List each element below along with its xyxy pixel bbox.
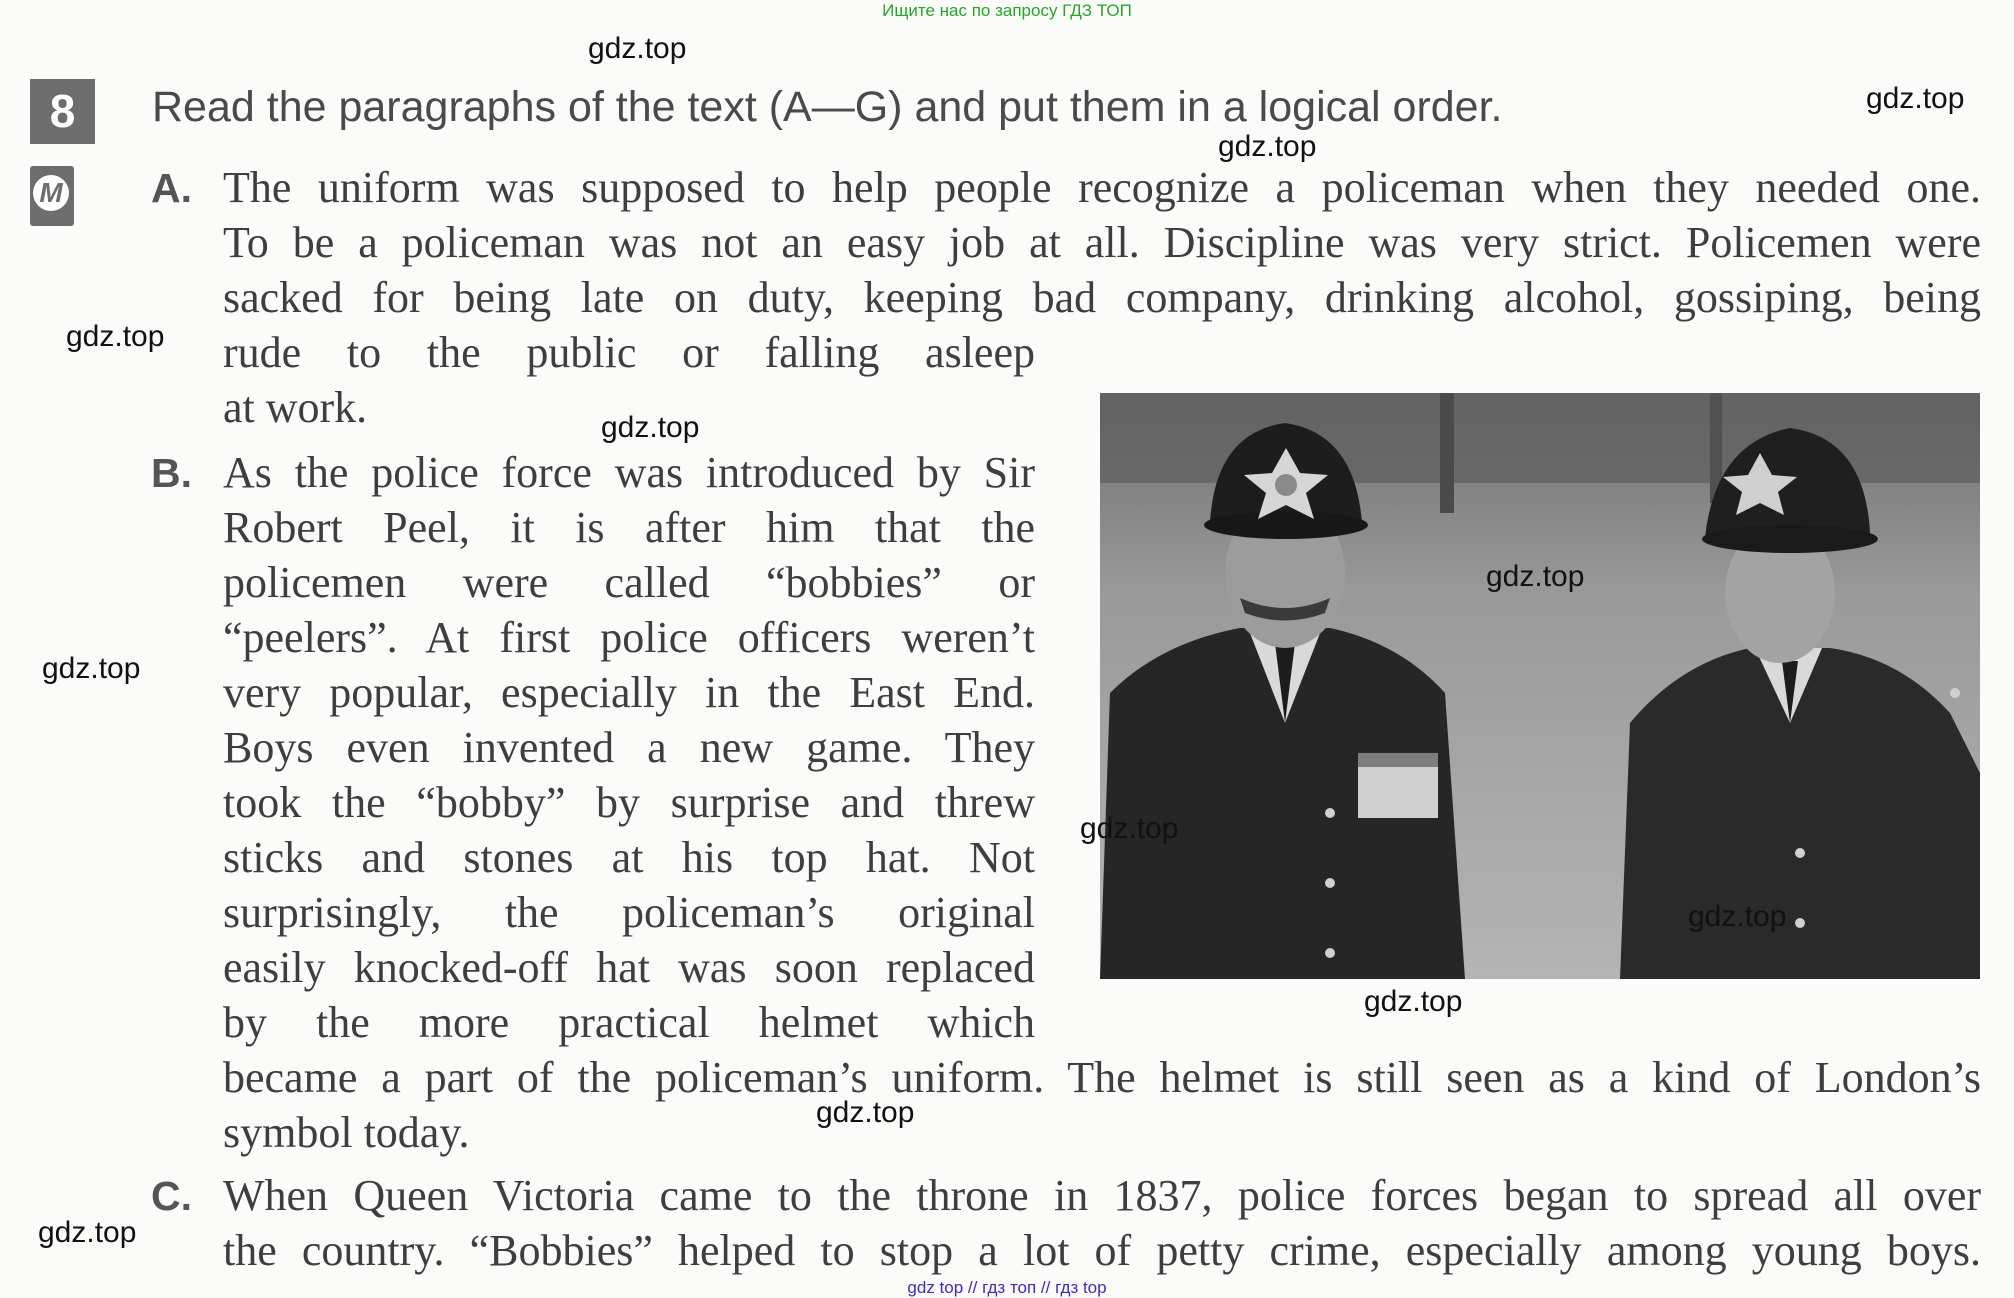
top-search-note: Ищите нас по запросу ГДЗ ТОП bbox=[882, 1, 1132, 20]
watermark: gdz.top bbox=[42, 652, 141, 685]
paragraph-a-line: sacked for being late on duty, keeping bad company, drinking alcohol, gossiping, being bbox=[223, 273, 1981, 322]
paragraph-b-line: took the “bobby” by surprise and threw bbox=[223, 778, 1035, 827]
paragraph-a-line: The uniform was supposed to help people recognize a policeman when they needed one. bbox=[223, 163, 1981, 212]
paragraph-a-line: To be a policeman was not an easy job at all. Discipline was very strict. Policemen were bbox=[223, 218, 1981, 267]
watermark: gdz.top bbox=[66, 320, 165, 353]
exercise-instruction: Read the paragraphs of the text (A—G) and put them in a logical order. bbox=[152, 83, 1503, 131]
paragraph-c bbox=[223, 1168, 1981, 1278]
m-badge-icon bbox=[30, 166, 74, 226]
watermark: gdz.top bbox=[1364, 985, 1463, 1018]
paragraph-b-letter: B. bbox=[151, 450, 192, 496]
watermark: gdz.top bbox=[1688, 900, 1787, 933]
watermark: gdz.top bbox=[1486, 560, 1585, 593]
policemen-photo bbox=[1100, 393, 1980, 979]
watermark: gdz.top bbox=[816, 1096, 915, 1129]
paragraph-c-line: the country. “Bobbies” helped to stop a lot of petty crime, especially among young boys. bbox=[223, 1226, 1981, 1275]
paragraph-b-line: As the police force was introduced by Sir bbox=[223, 448, 1035, 497]
exercise-number-badge: 8 bbox=[30, 79, 95, 144]
paragraph-b-line: by the more practical helmet which bbox=[223, 998, 1035, 1047]
watermark: gdz.top bbox=[1866, 82, 1965, 115]
paragraph-c-letter: C. bbox=[151, 1173, 192, 1219]
paragraph-a-letter: A. bbox=[151, 165, 192, 211]
paragraph-b-line: very popular, especially in the East End. bbox=[223, 668, 1035, 717]
paragraph-b-line: became a part of the policeman’s uniform. The helmet is still seen as a kind of London’s bbox=[223, 1053, 1981, 1102]
footer-note: gdz top // гдз топ // гдз top bbox=[907, 1278, 1107, 1297]
paragraph-b-line: Robert Peel, it is after him that the bbox=[223, 503, 1035, 552]
watermark: gdz.top bbox=[1080, 812, 1179, 845]
m-badge-letter: M bbox=[33, 175, 69, 211]
paragraph-b-line: easily knocked-off hat was soon replaced bbox=[223, 943, 1035, 992]
paragraph-a-line: rude to the public or falling asleep bbox=[223, 328, 1035, 377]
paragraph-b-line: Boys even invented a new game. They bbox=[223, 723, 1035, 772]
paragraph-b-line: symbol today. bbox=[223, 1108, 470, 1157]
paragraph-b-line: “peelers”. At first police officers weren’t bbox=[223, 613, 1035, 662]
paragraph-c-line: When Queen Victoria came to the throne in 1837, police forces began to spread all over bbox=[223, 1171, 1981, 1220]
watermark: gdz.top bbox=[601, 411, 700, 444]
paragraph-a-line: at work. bbox=[223, 383, 368, 432]
paragraph-b-line: surprisingly, the policeman’s original bbox=[223, 888, 1035, 937]
paragraph-b-line: policemen were called “bobbies” or bbox=[223, 558, 1035, 607]
watermark: gdz.top bbox=[588, 32, 687, 65]
watermark: gdz.top bbox=[38, 1216, 137, 1249]
watermark: gdz.top bbox=[1218, 130, 1317, 163]
paragraph-b-line: sticks and stones at his top hat. Not bbox=[223, 833, 1035, 882]
